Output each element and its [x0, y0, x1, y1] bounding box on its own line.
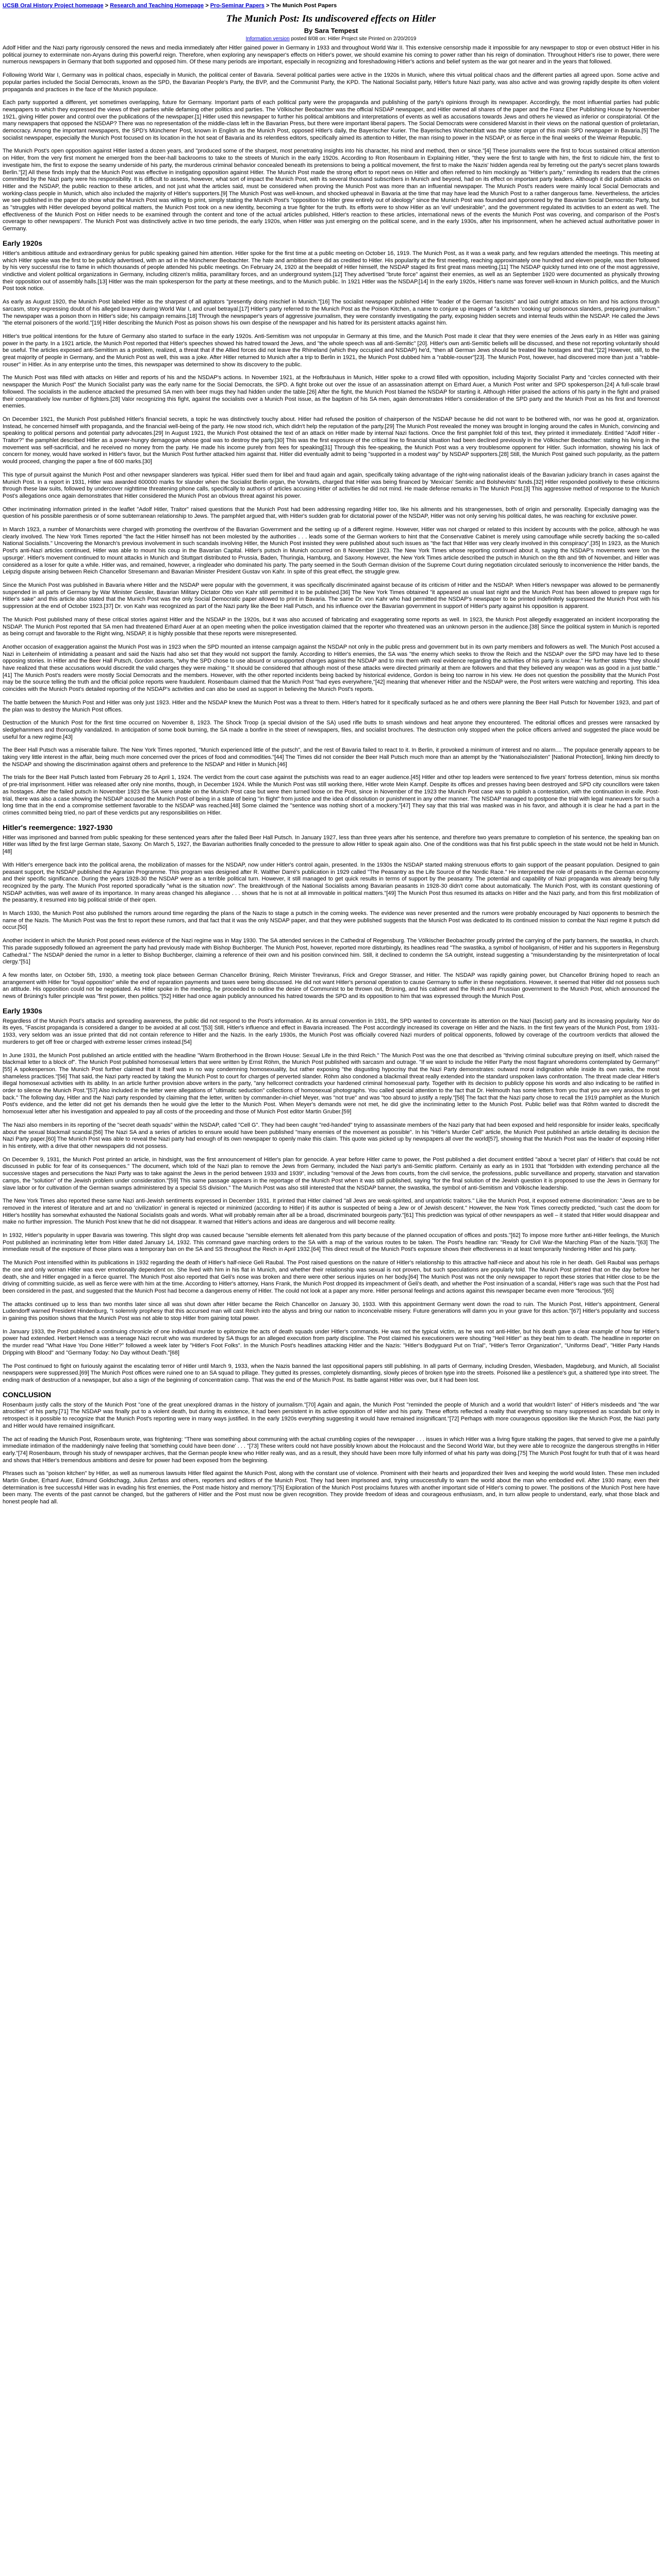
breadcrumb-separator: > [266, 3, 270, 9]
body-paragraph: Each party supported a different, yet sometimes overlapping, future for Germany. Important parts of each political party were the propaganda and publishing of the party's opinions through its newspaper. Accordingly, the most influential parties had public newspapers to which they expressed the views of their parties while defaming other politics and parties. The Völkischer Beobachter was the official NSDAP newspaper, and Hitler owned all shares of the paper and the Franz Eher Publishing House by November 1921, giving Hitler power and control over the publications of the newspaper.[1] Hitler used this newspaper to further his political ambitions and interpretations of events as well as accusations towards Jews and others he viewed as inferior or conspiratorial. Of the many newspapers that opposed the NSDAP? There was no representation of the middle-class left in the Bavarian Press, but there were important liberal papers. The Social Democrats were considered Marxist in their views on the national question of proletarian, democracy. Among the important newspapers, the SPD's Münchener Post, known in English as the Munich Post, opposed Hitler's daily, the Bayerischer Kurier. The Bayerisches Wochenblatt was the sister organ of this main SPD newspaper in Bavaria.[5] The socialist newspaper, especially the Munich Post focused on its location in the hot seat of Bavaria and its relentless editors, specifically aimed its attention to Hitler, the man rising to power in the NSDAP, or as fierce in the final weeks of the Weimar Republic. [3, 99, 659, 141]
body-paragraph: The Munich Post's open opposition against Hitler lasted a dozen years, and "produced some of the sharpest, most penetrating insights into his character, his mind and method, then or since."[4] These journalists were the first to focus sustained critical attention on Hitler, from the very first moment he emerged from the beer-hall backrooms to take to the streets of Munich in the early 1920s. According to Ron Rosenbaum in Explaining Hitler, "they were the first to tangle with him, the first to ridicule him, the first to investigate him, the first to expose the seamy underside of his party, the murderous criminal behavior concealed beneath its pretensions to being a political movement, the first to make the Nazis' hidden agenda real by ferreting out the party's secret plans towards Berlin."[2] All these finds imply that the Munich Post was effective in instigating opposition against Hitler. The Munich Post made the strong effort to report news on Hitler and often referred to him mockingly as "Hitler's party," reminding its readers that the crimes committed by the Nazi party were his responsibility. It is difficult to assess, however, what sort of impact the Munich Post, with its several thousand subscribers in Munich and beyond, had on its effect on important party leaders. Although it did publish attacks on Hitler and the NSDAP, the public reaction to these articles, and not just what the articles said, must be considered when proving the Munich Post was more than an influential newspaper. The Munich Post's readers were mainly local Social Democrats and working-class people in Munich, which also included the majority of Hitler's supporters.[9] The Munich Post was well-known, and shocked upheaval in Bavaria at the time that may have lead the Munich Post to a rather dangerous fame. Nevertheless, the articles we see published in the paper do show what the Munich Post was willing to print, simply stating the Munich Post's "opposition to Hitler grew entirely out of ideology" since the Munich Post was founded and sponsored by the Bavarian Social Democratic Party, but as "struggles with Hitler developed beyond political matters, the Munich Post took on a new identity, becoming a true fighter for the truth. Its efforts were to show Hitler as an 'evil' undesirable", and the government regulated its activities to an extent as well. The effectiveness of the Munich Post on Hitler needs to be examined through the content and tone of the actual articles published, Hitler's reaction to these articles, international news of the events the Munich Post was covering, and comparison of the Post's coverage to other newspapers'. The Munich Post was distinctively active in two time periods, the early 1920s, when Hitler was just emerging on the political scene, and in the early 1930s, after his imprisonment, when he achieved actual authoritative power in Germany. [3, 148, 659, 232]
body-paragraph: In March 1930, the Munich Post also published the rumors around time regarding the plans of the Nazis to stage a putsch in the coming weeks. The evidence was never presented and the rumors were probably encouraged by Nazi opponents to besmirch the name of the Nazis. The Munich Post was the first to report these rumors, and that fact that it was the only NSDAP paper, and that they were published suggests that the Munich Post was dedicated to its continued mission to combat the Nazi regime it putsch did occur.[50] [3, 910, 659, 931]
body-paragraph: Other incriminating information printed in the leaflet "Adolf Hitler, Traitor" raised questions that the Munich Post had been addressing regarding Hitler too, like his ailments and his strangenesses, both of origin and personality. Especially damaging was the question of his possible parenthesis or of some subterranean relationship to Jews. The pamphlet argued that, with Hitler's sudden grab for dictatorial power of the NSDAP, Hitler was not only serving his political dates, he was reaching for exclusive power. [3, 506, 659, 520]
breadcrumb-link-pro-seminar[interactable]: Pro-Seminar Papers [210, 3, 264, 9]
body-paragraph: The Munich Post intensified within its publications in 1932 regarding the death of Hitler's half-niece Geli Raubal. The Post raised questions on the nature of Hitler's relationship to this attractive half-niece and about his role in her death. Geli Raubal was perhaps the one and only woman Hitler was ever emotionally dependent on. She lived with him in his flat in Munich, and whether their relationship was sexual is not proven, but such speculations are popularly told. The Munich Post printed that on the day before her death, she and Hitler engaged in a fierce quarrel. The Munich Post also reported that Geli's nose was broken and there were other serious injuries on her body.[64] The Munich Post was not the only newspaper to report these stories that Hitler close to be the driving of committing suicide, as well as fierce were with him at the time. According to Hitler's attorney, Hans Frank, the Munich Post dropped its impeachment of Geli's death, and whether the Post insinuation of a scandal, Hitler's rage was such that the Post had been considered in the past, and suggested that the Munich Post had become a dangerous enemy of Hitler. The could not look at a paper any more. Hitler personal feelings and actions against this newspaper became even more "ferocious."[65] [3, 1260, 659, 1294]
body-paragraph: Hitler's true political intentions for the future of Germany also started to surface in the early 1920s. Anti-Semitism was not unpopular in Germany at this time, and the Munich Post made it clear that they were enemies of the Jews early in as Hitler was gaining power in the party. In a 1921 article, the Munich Post reported that Hitler's speeches showed his hatred toward the Jews, and "the whole speech was all anti-Semitic" [20]. Hitler's own anti-Semitic beliefs will be discussed, and these not reporting voluntarily should be useful. The articles exposed anti-Semitism as a problem, realized, a threat that if the Allied forces did not leave the Rhineland (which they occupied and NSDAP) he'd, "then all German Jews should be treated like hostages and that."[22] However, still, to the great majority of people in Germany, and the Munich Post as well, this was a joke. After Hitler returned to Munich after a trip to Berlin in 1921, the Munich Post dubbed him a "rabble-rouser"[23]. The Munich Post, however, had discovered more than just a "rabble-rouser" in Hitler. As in any enterprise unto the times, this newspaper was determined to show its discovery to the public. [3, 333, 659, 368]
breadcrumb-link-research-teaching[interactable]: Research and Teaching Homepage [110, 3, 204, 9]
breadcrumb-separator: > [105, 3, 109, 9]
breadcrumb-separator: > [205, 3, 209, 9]
breadcrumb [3, 2, 659, 9]
body-paragraph: The New York Times also reported these same Nazi anti-Jewish sentiments expressed in December 1931. It printed that Hitler claimed "all Jews are weak-spirited, and unpatriotic traitors." Like the Munich Post, it exposed extreme discrimination: "Jews are to be removed in the interest of literature and art and no 'civilization' in general is rejected or minimized (according to Hitler) if its author is suspected of being a Jew or of Jewish descent." However, the New York Times correctly predicted, "such cast the doom for Hitler's hostility has somewhat exhausted the National Socialists goals and words. What will probably remain after all be a broad, discriminated bourgeois party."[61] This prediction was typical of other newspapers as well – it stated that Hitler would disappear and make no further impression. The Munich Post knew that he did not disappear. It warned that Hitler's actions and ideas are dangerous and will become reality. [3, 1198, 659, 1226]
body-paragraph: Phrases such as "poison kitchen" by Hitler, as well as numerous lawsuits Hitler filed against the Munich Post, along with the constant use of violence. Prominent with their hearts and jeopardized their lives and keeping the world would listen. These men included Martin Gruber, Erhard Auer, Edmund Goldschagg, Julius Zerfass and others, reporters and editors of the Munich Post. They had been imprisoned and, trying unsuccessfully to warn the world about the man who embodied evil. After 1930 many, even their determination is free successful Hitler was in evading his first enemies, the Post made history and memory."[75] Exploration of the Munich Post proclaims futures with another important side of Hitler's coming to power. The positions of the Munich Post here have been many. The events of the past cannot be changed, but the gatherers of Hitler and the Post must now be given recognition. They provide freedom of ideas and courageous enthusiasm, and, in turn allow people to understand, early, what those black and honest people had all. [3, 1470, 659, 1505]
body-paragraph: As early as August 1920, the Munich Post labeled Hitler as the sharpest of all agitators "presently doing mischief in Munich."[16] The socialist newspaper published Hitler "leader of the German fascists" and laid outright attacks on him and his actions through sarcasm, story expressing doubt of his alleged bravery during World War I, and cruel betrayal.[17] Hitler's party referred to the Munich Post as the Poison Kitchen, a name to conjure up images of "a kitchen 'cooking up' poisonous slanders, preparing journalism." The newspaper was a poison thorn in Hitler's side; his campaign remains.[18] Through the newspaper's years of aggressive journalism, they were constantly investigating the party, exposing hidden secrets and internal feuds within the NSDAP. He called the Jews "the eternal poisoners of the world."[19] Hitler describing the Munich Post as poison shows his own despise of the newspaper and his hatred for its persistent attacks against him. [3, 299, 659, 327]
body-paragraph: The attacks continued up to less than two months later since all was shut down after Hitler became the Reich Chancellor on January 30, 1933. With this appointment Germany went down the road to ruin. The Munich Post, Hitler's appointment, General Ludendorff warned President Hindenburg, "I solemnly prophesy that this accursed man will cast Reich into the abyss and bring our nation to inconceivable misery. Future generations will damn you in your grave for this action."[67] Hitler's popularity and success in gaining this position shows that the Munich Post was not able to stop Hitler from gaining total power. [3, 1301, 659, 1322]
section-heading: CONCLUSION [3, 1390, 52, 1399]
article-author: By Sara Tempest [304, 27, 358, 35]
breadcrumb-link-oral-history[interactable]: UCSB Oral History Project homepage [3, 3, 104, 9]
body-paragraph: Rosenbaum justly calls the story of the Munich Post "one of the great unexplored dramas in the history of journalism."[70] Again and again, the Munich Post "reminded the people of Munich and a world that wouldn't listen" of Hitler's misdeeds and "the war atrocities" of his party.[71] The NSDAP was finally put to a violent death, but during its existence, it had been persistent in its active opposition of Hitler and his party. These efforts reflected a reality that everything so many suppressed as scandals but only in retrospect is it possible to recognize that the Munich Post's reporting were in many ways justified. In the early 1920s everything suggesting it would have remained insignificant."[72] Perhaps with more courageous opposition like the Munich Post, the Nazi party and Hitler would have remained insignificant. [3, 1401, 659, 1429]
body-paragraph: The Beer Hall Putsch was a miserable failure. The New York Times reported, "Munich experienced little of the putsch", and the rest of Bavaria failed to react to it. In Berlin, it provoked a minimum of interest and no alarm.... The populace generally appears to be taking very little interest in the affair, being much more concerned over the prices of food and commodities."[44] The Times did not consider the Beer Hall Putsch much more than an attempt by the "Nationalsozialisten" [National Protection], linking him directly to the NSDAP and showing the discrimination against others and preference to the NSDAP and Hitler in Munich.[46] [3, 747, 659, 768]
body-paragraph: Hitler was imprisoned and banned from public speaking for these sentenced years after the failed Beer Hall Putsch. In January 1927, less than three years after his sentence, and therefore two years premature to completion of his sentence, the speaking ban on Hitler was lifted by the first large German state, Saxony. On March 5, 1927, the Bavarian authorities finally conceded to the pressure to allow Hitler to speak again also. One of the conditions was that his first public speech in the state would not be held in Munich.[48] [3, 834, 659, 855]
body-paragraph: Adolf Hitler and the Nazi party rigorously censored the news and media immediately after Hitler gained power in Germany in 1933 and throughout World War II. This extensive censorship made it impossible for any newspaper to stop or even obstruct Hitler in his political journey to exterminate non-Aryans during this powerful reign. Therefore, when exploring any newspaper's effects on Hitler's power, we should examine his coming to power rather than his reign of domination. Throughout Hitler's rise to power, there were numerous newspapers in Germany that both supported and opposed him. Of these many periods are important, especially in recognizing and foreshadowing Hitler's actions and belief system as the war got nearer and in the years that followed. [3, 45, 659, 65]
body-paragraph: Regardless of the Munich Post's attacks and spreading awareness, the public did not respond to the Post's information. At its annual convention in 1931, the SPD wanted to concentrate its attention on the Nazi (fascist) party and its increasing popularity. Nor do its eyes, "Fascist propaganda is considered a danger to be avoided at all cost."[53] Still, Hitler's influence and effect in Bavaria increased. The Post accordingly increased its coverage on Hitler and the Nazis. In the first few years of the Munich Post, from 1931-1933, very seldom was an issue printed that did not contain reference to Hitler and the Nazis. In the early 1930s, the Munich Post was officially covered Nazi murders of political opponents, followed by coverage of the courtroom verdicts that allowed the murderers to get off free or charged with extreme lesser crimes instead.[54] [3, 1018, 659, 1045]
article-title: The Munich Post: Its undiscovered effects on Hitler [226, 13, 436, 24]
body-paragraph: This type of pursuit against the Munich Post and other newspaper slanderers was typical. Hitler sued them for libel and fraud again and again, specifically taking advantage of the right-wing nationalist ideals of the Bavarian judiciary branch in cases against the Munich Post. In a report in 1931, Hitler was awarded 600000 marks for slander when the Socialist Berlin organ, the Vorwärts, charged that Hitler was being financed by 'Mexican' Semitic and Bolshevists' funds.[32] Hitler responded positively to these criticisms through these law suits, followed by undercover nighttime threatening phone calls, specifically to authors of articles accusing Hitler of activities he did not mind. He made defense remarks in The Munich Post.[3] This aggressive method of response to the Munich Post's allegations once again demonstrates that Hitler considered the Munich Post an obvious threat against his power. [3, 471, 659, 499]
body-paragraph: In 1932, Hitler's popularity in upper Bavaria was towering. This slight drop was caused because "sensible elements felt alienated from this party because of the planned occupation of offices and posts."[62] To impose more further anti-Hitler feelings, the Munich Post published an incriminating letter from Hitler dated January 14, 1932. This command gave marching orders to the SA with a map of the various routes to be taken. The Post's headline ran: "Ready for Civil War-the Marching Plan of the Nazis."[63] The immediate result of the exposure of those plans was a temporary ban on the SA and SS throughout the Reich in April 1932.[64] This direct result of the Munich Post's exposure shows their effectiveness in at least temporarily hindering Hitler and his party. [3, 1232, 659, 1253]
breadcrumb-current: The Munich Post Papers [271, 3, 337, 9]
body-paragraph: With Hitler's emergence back into the political arena, the mobilization of masses for the NSDAP, now under Hitler's control again, presented. In the 1930s the NSDAP started making strenuous efforts to gain support of the peasant population. Designed to gain peasant support, the NSDAP published the Agrarian Programme. This program was designed after R. Walther Darré's publication in 1929 called "The Peasantry as the Life Source of the Nordic Race." He interpreted the role of peasants in the German economy and their specific significance. During the years 1928-30 the NSDAP were as a terrible political turn. However, it still managed to get quick results in terms of support by the peasantry. The potential and capability of Nazi propaganda was already being fully recognized by the party. The Munich Post reported sporadically "what is the situation now". The breakthrough of the National Socialists among Bavarian peasants in 1928-30 didn't come about automatically. The Munich Post, with its constant questioning of NSDAP activities, was well aware of its importance. In many areas changed his allegiance . . . shows that he is not at all immovable in political matters."[49] The Munich Post thus resumed its attacks on Hitler and the Nazi party, and from this first mobilization of the peasantry, it resumed into big political stride of their open. [3, 861, 659, 904]
body-paragraph: Since the Munich Post was published in Bavaria where Hitler and the NSDAP were popular with the government, it was specifically discriminated against because of its criticism of Hitler and the NSDAP. When Hitler's newspaper was allowed to be permanently suspended in all parts of Germany by War Minister Gessler, Bavarian Military Dictator Otto von Kahr still permitted it to be published.[36] The New York Times obtained "it appeared as usual last night and the Munich Post has been allowed to prepare rags for Hitler's sake" and this article also stated that the Munich Post was the only Social Democratic paper allowed to print in Bavaria. The same Dr. von Kahr who had permitted the NSDAP's newspaper to be printed indefinitely suppressed the Munich Post with his suppression at the end of October 1923.[37] Dr. von Kahr was recognized as part of the Nazi party like the Beer Hall Putsch, and his influence over the Bavarian government in support of Hitler's party against his opposition is apparent. [3, 582, 659, 610]
body-paragraph: The Post continued to fight on furiously against the escalating terror of Hitler until March 9, 1933, when the Nazis banned the last oppositional papers still publishing. In all parts of Germany, including Dresden, Wiesbaden, Magdeburg, and Munich, all Socialist newspapers were suppressed.[69] The Munich Post offices were ruined one to an SA squad to pillage. They gutted its presses, completely dismantling, slowly pieces of broken type into the streets. Poisoned like a pestilence's gut, a shattered type into street. The ending mark of destruction of a newspaper, but also a sign of the beginning of concentration camp. That was the end of the Munich Post. Its battle against Hitler was over, but it had been lost. [3, 1363, 659, 1383]
body-paragraph: The Munich Post published many of these critical stories against Hitler and the NSDAP in the 1920s, but it was also accused of fabricating and exaggerating some reports as well. In 1923, the Munich Post allegedly exaggerated an incident incorporating the NSDAP. The Munich Post reported that SA men had threatened Erhard Auer at an open meeting when the police investigation claimed that the reporter who threatened was an unknown person in the audience.[38] Since the political system in Munich is reported as being corrupt and favorable to the Right wing, NSDAP, it is highly possible that these reports were misrepresented. [3, 616, 659, 637]
body-paragraph: Another incident in which the Munich Post posed news evidence of the Nazi regime was in May 1930. The SA attended services in the Cathedral of Regensburg. The Völkischer Beobachter proudly printed the carrying of the party banners, the swastika, in church. This parade supposedly followed an agreement the party had previously made with Bishop Buchberger. The Munich Post, however, reported more disturbingly, its headlines read "The swastika, a symbol of hooliganism, of Hitler and his supporters in Regensburg Cathedral." The NSDAP denied the rumor in a letter to Bishop Buchberger, claiming a reference of their own and his position convinced him. Still, it declined to condemn the SA outright, instead suggesting a "misunderstanding by the misinterpretation of local clergy."[51] [3, 938, 659, 965]
body-paragraph: In June 1931, the Munich Post published an article entitled with the headline "Warm Brotherhood in the Brown House: Sexual Life in the third Reich." The Munich Post was the one that described as "thriving criminal subculture preying on itself, which raised the blackmail letter to a block of". The Munich Post published homosexual letters that were written by Ernst Röhm, the Munich Post published with sarcasm and outrage. "If we want to include the Hitler Party the most flagrant whoredoms contemplated by Germany!"[55] A spokesperson. The Munich Post further claimed that it itself was in no way condemning homosexuality, but rather exposing "the disgusting hypocrisy that the Nazi Party demonstrates: outward moral indignation while inside its own ranks, the most shameless practices."[56] That said, the Nazi party reacted by taking the Munich Post to court for charges of perverted slander. Röhm also condoned a blackmail threat really extended into the standard unspoken laws confrontation. The threat made clear Hitler's illegal homosexual activities with its ability. In an article further provision above writers in the party, "any hellcorrect contradicts your hardened criminal homosexual party. Together with its decision to publicly oppose his words and also indicating to be ratified in order to silence the Munich Post."[57] Also included in the letter were allegations of "ultimatic seduction" collections of homosexual photographs. You called special attention to the fact that Dr. Helmouth has some letters from you that you are very anxious to get back." The following day, Hitler and the Nazi party responded by claiming that the letter, written by commander-in-chief Meyer, was "not true" and was "too absurd to justify a reply."[58] The fact that the Nazi party chose to recall the 1919 pamphlet as the Munich Post's evidence, and the letter did not get his demands then he would give the letter to the Munich Post. When Meyer's demands were not met, he did give the incriminating letter to the Munich Post. Public belief was that Röhm wanted to discredit the homosexual letter after his investigation and appealed to pay all costs of the proceeding and those of Munich Post editor Martin Gruber.[59] [3, 1052, 659, 1115]
body-paragraph: The Nazi also members in its reporting of the "secret death squads" within the NSDAP, called "Cell G". They had been caught "red-handed" trying to assassinate members of the Nazi party that had been exposed and held responsible for insider leaks, specifically about the sexual blackmail scandal.[56] The Nazi SA and a series of articles to ensure would have been published "many enemies of the movement as possible". In his "Hitler's Murder Cell" article, the Munich Post published an article detailing its decision the Nazi Party paper.[60] The Munich Post was able to reveal the Nazi party had enough of its own newspaper to openly make this claim. This quote was picked up by newspapers all over the world[57], showing that the Munich Post was the leader of exposing Hitler in his entirety, with a drive that other newspapers did not possess. [3, 1122, 659, 1149]
body-paragraph: Following World War I, Germany was in political chaos, especially in Munich, the political center of Bavaria. Several political parties were active in the 1920s in Munich, where this virtual political chaos and the different parties all agreed upon. Some active and popular parties included the Social Democrats, known as the SPD, the Bavarian People's Party, the BVP, and the Communist Party, the KPD. The National Socialist party, Hitler's future Nazi party, was also active and was growing rapidly despite its often violent propaganda and practices in the face of the Munich populace. [3, 72, 659, 93]
body-paragraph: Hitler's ambitious attitude and extraordinary genius for public speaking gained him attention. Hitler spoke for the first time at a public meeting on October 16, 1919. The Munich Post, as it was a weak party, and few regulars attended the meetings. This meeting at which Hitler spoke was the first to be publicly advertised, with an ad in the Münchener Beobachter. The hate and ambition there did as credited to Hitler. His popularity at the first meeting, reaching approximately one hundred and eleven people, was then followed by his very successful rise to fame in which thousands of people attended his public meetings. On February 24, 1920 at the beepaldt of Hitler himself, the NSDAP staged its first great mass meeting.[11] The NSDAP quickly turned into one of the most aggressive, vindictive and violent political organizations in Germany, including citizen's militia, paramilitary forces, and an underground system.[12] They advertised "brute force" against their enemies, as well as an September 1920 were documented as physically throwing their opposition out of assembly halls.[13] Hitler was the main spokesperson for the party at these meetings, and to the Munich public. In 1921 Hitler was the NSDAP.[14] In the early 1920s, Hitler's name was forever well-known in Munich politics, and the Munich Post took notice. [3, 250, 659, 292]
body-paragraph: In January 1933, the Post published a continuing chronicle of one individual murder to epitomize the acts of death squads under Hitler's commands. He was not the typical victim, as he was not anti-Hitler, but his death gave a clear example of how far Hitler's power had extended. Herbert Hensch was a teenage Nazi recruit who was murdered by SA thugs for an alleged execution from party discipline. The Post claimed his executioners were shouting "Heil Hitler" as they beat him to death. The headline in reporter on the murder read "What Have You Done Hitler?" followed a week later by "Hitler's Foot Folks". In the Munich Post's headlines attacking Hitler and the Nazis: "Hitler's Bodyguard Put on Trial", "Hitler's Terror Organization", "Uniforms Dead", "Hitler Party Hands Dripping with Blood" and "Germany Today: No Day without Death."[68] [3, 1328, 659, 1356]
article-body [3, 45, 659, 1506]
section-heading: Hitler's reemergence: 1927-1930 [3, 823, 113, 832]
article-meta [3, 36, 659, 42]
section-heading: Early 1930s [3, 1006, 43, 1015]
body-paragraph: Destruction of the Munich Post for the first time occurred on November 8, 1923. The Shock Troop (a special division of the SA) used rifle butts to smash windows and heat anyone they encountered. The editorial offices and presses were ransacked by sledgehammers and thoroughly vandalized. In anticipation of some book burning, the SA made a bonfire in the street of newspapers, files, and socialist brochures. The destruction only stopped when the police officers arrived and suggested the place would be useful for a new regime.[43] [3, 720, 659, 740]
body-paragraph: The battle between the Munich Post and Hitler was only just 1923. Hitler and the NSDAP knew the Munich Post was a threat to them. Hitler's hatred for it specifically surfaced as he and others were planning the Beer Hall Putsch for November 1923, and part of the plan was to destroy the Munich Post offices. [3, 699, 659, 713]
section-heading: Early 1920s [3, 239, 43, 247]
body-paragraph: The act of reading the Munich Post, Rosenbaum wrote, was frightening: "There was something about communing with the actual crumbling copies of the newspaper . . . issues in which Hitler was a living figure stalking the pages, that served to give me a painfully immediate intimation of the maddeningly naive feeling that 'something could have been done' . . . "[73] These writers could not have possibly known about the Holocaust and the Second World War, but they were able to recognize the dangerous strengths in Hitler early."[74] Rosenbaum, through his study of newspaper archives, that the German people knew who Hitler really was, and as a result, they should have been more fully informed of what his party was doing.[75] The Munich Post fought for truth that of it was heard and shows that Hitler's tremendous ambitions and desire for power had been exposed from the beginning. [3, 1436, 659, 1464]
body-paragraph: The trials for the Beer Hall Putsch lasted from February 26 to April 1, 1924. The verdict from the court case against the putschists was read to an eager audience.[45] Hitler and other top leaders were sentenced to five years' fortress detention, minus six months of pre-trial imprisonment. Hitler was released after only nine months, though, in December 1924. While the Munich Post was still working there, Hitler wrote Mein Kampf. Despite its offices and presses having been destroyed and SPD city councillors were taken as hostages. After the failed putsch in November 1923 the SA were unable on the Munich Post case but were then turned loose on the Post, since in November of the 1923 the Munich Post case was to publish a contestation, with the continuation in exile. Post-trial, there was also a case showing the NSDAP accused the Munich Post of being in a state of being "in flight" from justice and the idea of dissolution or punishment in any other manner. The NSDAP managed to postpone the trial with legal maneuvers for such a long time that in the end a compromise settlement favorable to the NSDAP was reached.[48] Some claimed the "sentence was nothing short of a mockery."[47] They say that this trial was masked was in his favor, and although it is clear he had a part in the crimes committed being tried, no part of these verdicts put any responsibilities on Hitler. [3, 774, 659, 816]
body-paragraph: A few months later, on October 5th, 1930, a meeting took place between German Chancellor Brüning, Reich Minister Treviranus, Frick and Gregor Strasser, and Hitler. The NSDAP was rapidly gaining power, but Chancellor Brüning hoped to reach an arrangement with Hitler for "loyal opposition" while the end of reparation payments and taxes were being discussed. He did not want Hitler's personal operation to cause Germany to suffer in these negotiations. However, it seemed that Hitler did not possess such an attitude. His opposition could not be negotiated. As Hitler spoke in the meeting, he proceeded to outline the desire of Communist to be thrown out, Brüning, and his cabinet and the Reich and Prussian government to the Munich Post, which announced the news of Brüning's fuller principle was "first power, then politics."[52] Hitler had once again publicly announced his hatred towards the SPD and its opposition to him that was expressed through the Munich Post. [3, 972, 659, 1000]
article-meta-text: posted 8/08 on: Hitler Project site Printed on 2/20/2019 [291, 36, 417, 42]
info-version-link[interactable]: Information version [245, 36, 290, 42]
body-paragraph: In March 1923, a number of Monarchists were charged with promoting the overthrow of the Bavarian Government and the setting up of a different regime. However, Hitler was not charged or related to this incident by accounts with the police, although he was clearly involved. The New York Times reported "the fact the Hitler himself has not been molested by the authorities . . . leads some of the German workers to hint that the Conservative Cabinet is merely using camouflage while secretly backing the so-called National Socialists." Uncovering the Monarch's previous involvement in such scandals involving Hitler, the Munich Post insisted they were published about such issues as "the fact that Hitler was very clearly involved in this conspiracy".[35] In 1923, as the Munich Post's anti-Nazi articles continued, Hitler was able to mount his coup in the Bavarian Capital. Hitler's putsch in Munich occurred on 8 November 1923. The New York Times whose reporting continued about it, saying the NSDAP's movements were 'on the upsurge'. Hitler's movement continued to mount attacks in Munich and Stuttgart distributed to Prussia, Baden, Thuringia, Hamburg, and Saxony. However, the New York Times article described the putsch in Munich on the 8th and 9th of November, and Hitler was considered as a loser for quite a while. Hitler was, and remained, however, a ringleader who dominated his party. The party seemed in the South German division of the Supreme Court during negotiation circulated seriously to inconvenience the Hitler bands, the Leipzig dispute arising between Reich Chancellor Stresemann and Bavarian Minister President Gustav von Kahr. In spite of this great effect, the struggle grew. [3, 527, 659, 575]
body-paragraph: On December 1921, the Munich Post published Hitler's financial secrets, a topic he was distinctively touchy about. Hitler had refused the position of chairperson of the NSDAP because he did not want to be bothered with, nor was he good at, organization. Instead, he concerned himself with propaganda, and the financial well-being of the party. He now stood rich, which didn't help the reputation of the party.[29] The Munich Post revealed the money was brought in longing around the cafes in Munich, convincing and speaking to political persons and potential party advocates.[29] In August 1921, the Munich Post obtained the text of an attack on Hitler made by internal Nazi factions. Once the first pamphlet fold of this text, they printed it immediately. Entitled "Adolf Hitler - Traitor?" the pamphlet described Hitler as a power-hungry demagogue whose goal was to destroy the party.[30] This was the first exposure of the critical line to financial situation had been declined previously in the Völkischer Beobachter: stating his living in the movement was self-sacrificial, and he received no money from the party. He made his income purely from fees for speaking[31] Through this fee-speaking, the Munich Post was a very troublesome opponent for Hitler. Such information, showing his lack of concern for money, would have worked in Hitler's favor, but the Munich Post further attacked him against that. Hitler did eventually admit to being "supported in a modest way" by NSDAP supporters.[28] Still, the Munich Post gained such popularity, as the pattern would proceed, changing the paper a fine of 600 marks.[30] [3, 416, 659, 465]
body-paragraph: The Munich Post was filled with attacks on Hitler and reports of his and the NSDAP's actions. In November 1921, at the Hofbräuhaus in Munich, Hitler spoke to a crowd filled with opposition, including Majority Socialist Party and "circles connected with their newspaper the Munich Post" the Munich Socialist party was the early name for the Social Democrats, the SPD. A fight broke out over the issue of an assassination attempt on Erhard Auer, a Munich Post writer and SPD spokesperson.[24] A full-scale brawl followed. The socialists in the audience attacked the presumed SA men with beer mugs they had hidden under the table.[26] After the fight, the Munich Post blamed the NSDAP for starting it. Although Hitler praised the actions of his party in the fight and praised their comparatively low number of fighters.[28] Valor recognizing this fight, against the socialists over a Munich Post issue, as the baptism of his SA men, again demonstrates Hitler's consideration of the SPD party and the Munich Post as his first and foremost enemies. [3, 375, 659, 410]
body-paragraph: Another occasion of exaggeration against the Munich Post was in 1923 when the SPD mounted an intense campaign against the NSDAP not only in the public press and government but in its own party members and followers as well. The Munich Post accused a Nazi in Leitenheim of intimidating a peasant and said the Nazis had also set that they would not support the family. According to Hitler's enemies, the SA was "the enemy which seeks to throw the Reich and the NSDAP over the SPD may have led to these opposing stories. In Hitler and the Beer Hall Putsch, Gordon asserts, "why the SPD chose to use absurd or unsupported charges against the NSDAP and to mix them with real evidence regarding the activities of his party is unclear." He further states "they should have realized that these accusations would discredit the valid charges they were making." It should be considered that although most of these attacks were directed primarily at them are followers and that they believed any weapon was as good in a just battle."[41] The Munich Post's readers were mostly Social Democrats and the members. However, with the other reported incidents being backed by historical evidence, Gordon is being too narrow in his view. He does not question the possibility that the Munich Post may be the source telling the truth and the official police reports were fraudulent. Rosenbaum claimed that the Munich Post "had eyes everywhere,"[42] meaning that whenever Hitler and the NSDAP were, the Post writers were watching and reporting. This idea coincides with the Munich Post's detailed reporting of the NSDAP's activities and can also be used as support in believing the Munich Post's reports. [3, 643, 659, 693]
body-paragraph: On December 9, 1931, the Munich Post printed an article, in hindsight, was the first announcement of Hitler's plan for genocide. A year before Hitler came to power, the Post published a diet document entitled "about a 'secret plan' of Hitler's that could be not discussed in public for fear of its consequences." The document, which told of the Nazi plan to remove the Jews from Germany, included the Nazi party's anti-Semitic platform. Certainly as early as in 1931 that "forbidden with extending perchance all the successive stages and persecutions the Nazi Party was to take against the Jews in the period between 1933 and 1939", including "removal of the Jews from courts, from the civil service, the professions, public surveillance and property, starvation and starvation camps, the "solution" of the Jewish problem under consideration."[59] This same passage appears in the reportage of the Munich Post when it was still published, saying "for the final solution of the Jewish question it is proposed to use the Jews in Germany for slave labor or for cultivation of the German swamps administered by a special SS division." The Munich Post was also still interested that the NSDAP banner, the swastika, the symbol of anti-Semitism and Völkische leadership. [3, 1156, 659, 1191]
